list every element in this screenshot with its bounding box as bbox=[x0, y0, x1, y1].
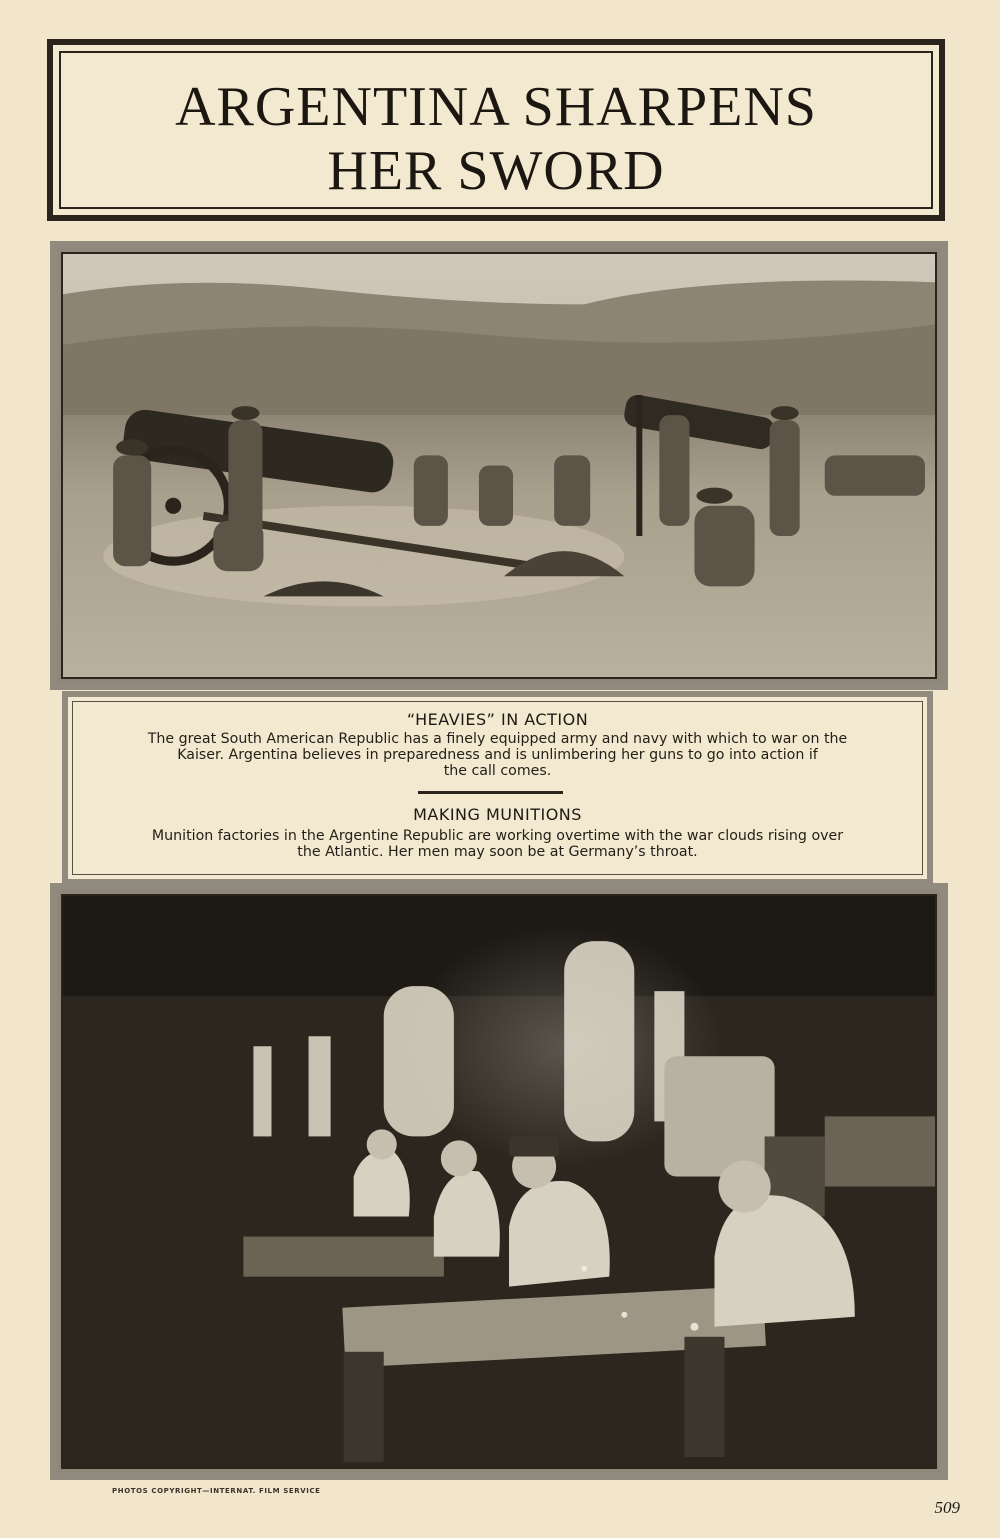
field-artillery-image bbox=[63, 254, 935, 677]
photo-credit: PHOTOS COPYRIGHT—INTERNAT. FILM SERVICE bbox=[112, 1487, 321, 1495]
article-title bbox=[53, 75, 939, 203]
page-number: 509 bbox=[934, 1498, 960, 1517]
munitions-factory-photo bbox=[61, 894, 937, 1469]
caption-line: The great South American Republic has a finely equipped army and navy with which to war on the bbox=[147, 731, 848, 747]
bottom-photo-frame bbox=[50, 883, 948, 1480]
title-line-2: HER SWORD bbox=[327, 140, 665, 202]
top-photo-frame bbox=[50, 241, 948, 690]
caption-line: Kaiser. Argentina believes in preparedness and is unlimbering her guns to go into action if bbox=[177, 747, 818, 763]
caption-divider bbox=[418, 791, 563, 794]
caption-heading-heavies: “HEAVIES” IN ACTION bbox=[406, 710, 589, 729]
caption-box bbox=[62, 691, 933, 885]
title-box bbox=[47, 39, 945, 221]
caption-text-heavies bbox=[98, 731, 897, 779]
caption-line: the call comes. bbox=[443, 763, 552, 779]
caption-line: the Atlantic. Her men may soon be at Germany’s throat. bbox=[297, 844, 698, 860]
caption-line: Munition factories in the Argentine Republic are working overtime with the war clouds rising over bbox=[151, 828, 844, 844]
title-line-1: ARGENTINA SHARPENS bbox=[175, 76, 817, 138]
caption-heading-munitions: MAKING MUNITIONS bbox=[413, 805, 582, 824]
caption-text-munitions bbox=[98, 828, 897, 860]
munitions-factory-image bbox=[63, 896, 935, 1467]
field-artillery-photo bbox=[61, 252, 937, 679]
